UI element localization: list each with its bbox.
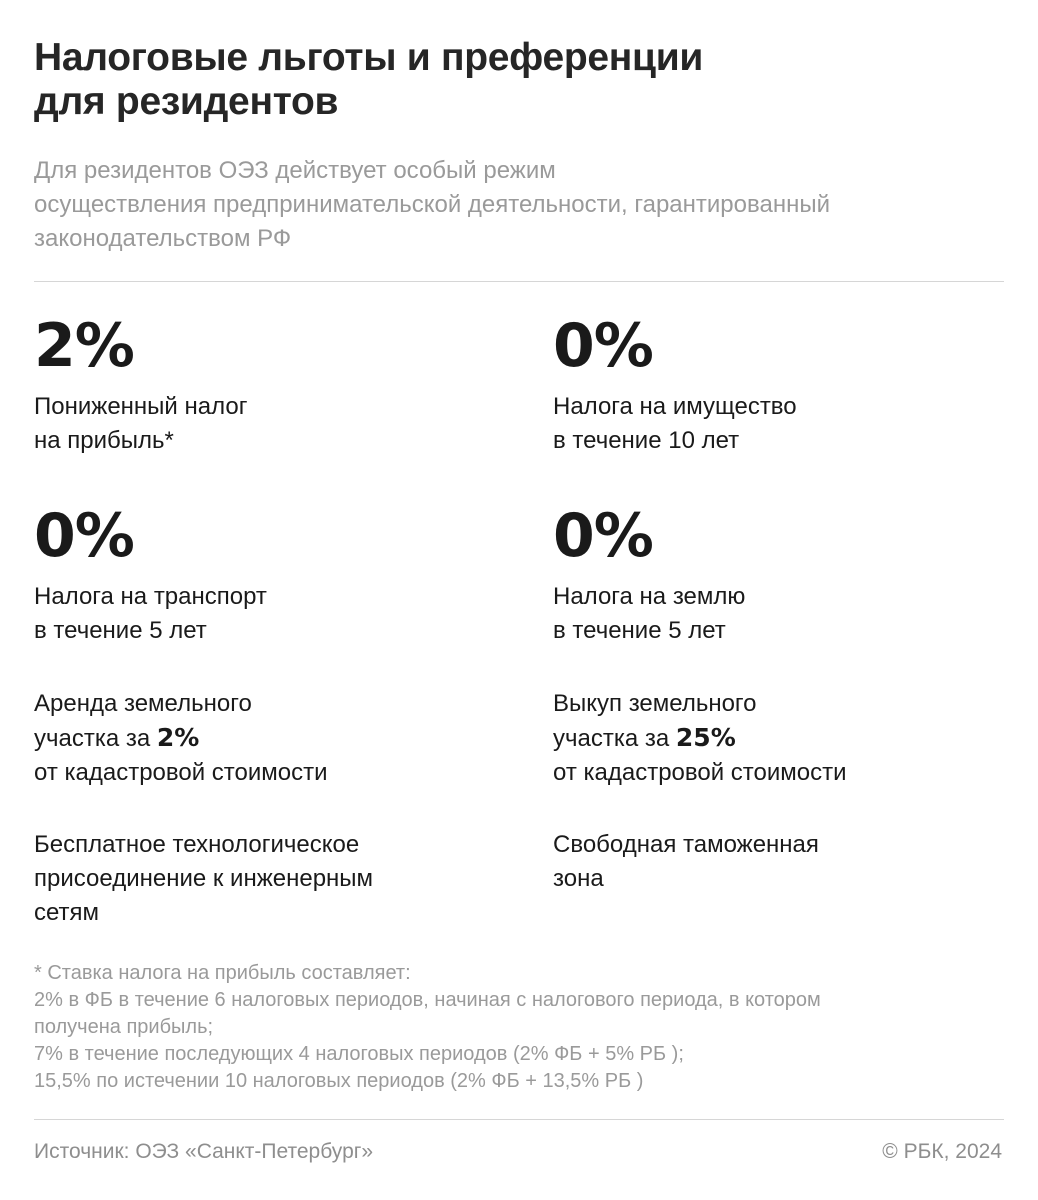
benefit-land-purchase bbox=[553, 687, 993, 790]
benefit-line-1: Выкуп земельного bbox=[553, 690, 757, 717]
benefit-line-3: от кадастровой стоимости bbox=[553, 759, 847, 786]
benefit-line-2 bbox=[553, 721, 993, 756]
stat-description-line-1: Налога на имущество bbox=[553, 393, 797, 420]
footnote-line: 2% в ФБ в течение 6 налоговых периодов, начиная с налогового периода, в котором bbox=[34, 989, 821, 1011]
benefit-line-3: сетям bbox=[34, 899, 100, 926]
footnote-line: * Ставка налога на прибыль составляет: bbox=[34, 962, 411, 984]
stat-description bbox=[34, 390, 474, 458]
lead-line-3: законодательством РФ bbox=[34, 225, 292, 252]
stat-description bbox=[553, 580, 993, 648]
lead-line-2: осуществления предпринимательской деятельности, гарантированный bbox=[34, 191, 830, 218]
footnote bbox=[34, 960, 1004, 1095]
benefit-land-rent bbox=[34, 687, 474, 790]
footnote-line: 15,5% по истечении 10 налоговых периодов (2% ФБ + 13,5% РБ ) bbox=[34, 1070, 644, 1092]
benefit-prefix: участка за bbox=[34, 725, 157, 752]
stat-value: 0% bbox=[553, 311, 653, 381]
stat-value: 2% bbox=[34, 311, 134, 381]
bottom-divider bbox=[34, 1119, 1004, 1120]
source-credit: Источник: ОЭЗ «Санкт-Петербург» bbox=[34, 1140, 374, 1163]
benefit-line-1: Бесплатное технологическое bbox=[34, 831, 360, 858]
lead-paragraph bbox=[34, 154, 994, 256]
stat-description bbox=[553, 390, 993, 458]
benefit-prefix: участка за bbox=[553, 725, 676, 752]
top-divider bbox=[34, 281, 1004, 282]
benefit-free-connection bbox=[34, 828, 474, 930]
benefit-free-customs-zone bbox=[553, 828, 993, 896]
stat-value: 0% bbox=[553, 501, 653, 571]
benefit-line-1: Аренда земельного bbox=[34, 690, 252, 717]
stat-description-line-1: Пониженный налог bbox=[34, 393, 248, 420]
benefit-line-2 bbox=[34, 721, 474, 756]
stat-value: 0% bbox=[34, 501, 134, 571]
stat-transport-tax bbox=[34, 501, 474, 648]
lead-line-1: Для резидентов ОЭЗ действует особый режим bbox=[34, 157, 556, 184]
stat-description-line-2: в течение 5 лет bbox=[34, 617, 207, 644]
benefit-line-3: от кадастровой стоимости bbox=[34, 759, 328, 786]
title-line-2: для резидентов bbox=[34, 80, 339, 123]
copyright: © РБК, 2024 bbox=[882, 1140, 1002, 1163]
footnote-line: 7% в течение последующих 4 налоговых периодов (2% ФБ + 5% РБ ); bbox=[34, 1043, 684, 1065]
stat-land-tax bbox=[553, 501, 993, 648]
stat-description-line-1: Налога на землю bbox=[553, 583, 746, 610]
stat-description-line-2: в течение 5 лет bbox=[553, 617, 726, 644]
benefit-line-2: присоединение к инженерным bbox=[34, 865, 374, 892]
stat-description-line-1: Налога на транспорт bbox=[34, 583, 267, 610]
title-line-1: Налоговые льготы и преференции bbox=[34, 36, 704, 79]
stat-description-line-2: в течение 10 лет bbox=[553, 427, 740, 454]
stat-property-tax bbox=[553, 311, 993, 458]
stat-profit-tax bbox=[34, 311, 474, 458]
benefit-highlight-value: 2% bbox=[156, 723, 200, 752]
stat-description bbox=[34, 580, 474, 648]
stat-description-line-2: на прибыль* bbox=[34, 427, 174, 454]
benefit-highlight-value: 25% bbox=[675, 723, 736, 752]
benefit-line-1: Свободная таможенная bbox=[553, 831, 819, 858]
benefit-line-2: зона bbox=[553, 865, 604, 892]
page-title bbox=[34, 36, 994, 124]
footnote-line: получена прибыль; bbox=[34, 1016, 214, 1038]
